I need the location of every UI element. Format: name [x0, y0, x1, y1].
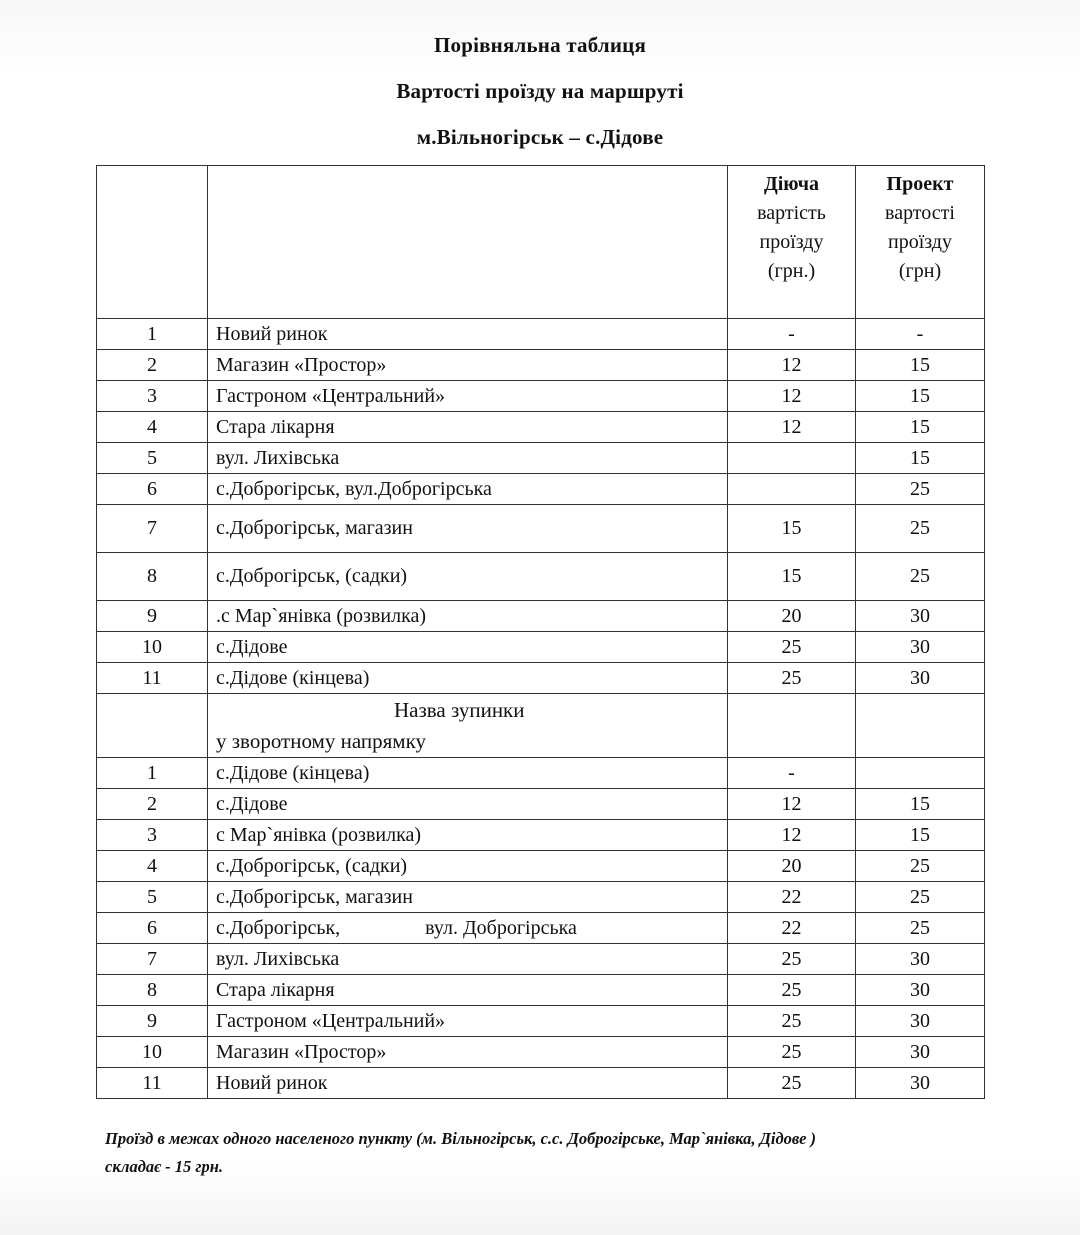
- table-row: [97, 632, 985, 663]
- stop-number-cell: 10: [97, 632, 208, 663]
- table-header-row: [97, 166, 985, 319]
- project-fare-cell: 25: [856, 913, 985, 944]
- stop-number-cell: 7: [97, 944, 208, 975]
- table-row: [97, 975, 985, 1006]
- current-fare-cell: 15: [728, 505, 856, 553]
- stop-name-cell: с.Дідове: [208, 789, 728, 820]
- current-fare-cell: 25: [728, 632, 856, 663]
- stop-number-cell: 5: [97, 443, 208, 474]
- project-fare-cell: [856, 758, 985, 789]
- table-row: [97, 350, 985, 381]
- stop-number-cell: 3: [97, 820, 208, 851]
- current-fare-cell: 22: [728, 913, 856, 944]
- table-row: [97, 882, 985, 913]
- table-row: [97, 789, 985, 820]
- current-fare-cell: 12: [728, 381, 856, 412]
- current-fare-cell: 25: [728, 1006, 856, 1037]
- project-fare-cell: 15: [856, 789, 985, 820]
- project-fare-cell: 25: [856, 505, 985, 553]
- stop-number-cell: 9: [97, 1006, 208, 1037]
- stop-number-cell: 8: [97, 975, 208, 1006]
- current-fare-cell: 12: [728, 412, 856, 443]
- stop-number-cell: 1: [97, 319, 208, 350]
- stop-name-cell: Новий ринок: [208, 319, 728, 350]
- table-row: [97, 474, 985, 505]
- table-row: [97, 319, 985, 350]
- stop-number-cell: 4: [97, 851, 208, 882]
- stop-name-cell: Стара лікарня: [208, 975, 728, 1006]
- stop-name-cell: Магазин «Простор»: [208, 1037, 728, 1068]
- table-row: [97, 851, 985, 882]
- table-row: [97, 820, 985, 851]
- stop-number-cell: 11: [97, 1068, 208, 1099]
- project-fare-cell: 30: [856, 1037, 985, 1068]
- stop-number-cell: 2: [97, 789, 208, 820]
- header-current-line: проїзду: [759, 231, 824, 253]
- stop-name-cell: Гастроном «Центральний»: [208, 381, 728, 412]
- stop-name-cell: с.Доброгірськ, (садки): [208, 851, 728, 882]
- header-project-fare: [856, 166, 985, 319]
- current-fare-cell: [728, 443, 856, 474]
- stop-number-cell: 1: [97, 758, 208, 789]
- project-fare-cell: 30: [856, 663, 985, 694]
- current-fare-cell: 25: [728, 1068, 856, 1099]
- document-title: Порівняльна таблиця: [433, 33, 647, 57]
- stop-number-cell: 4: [97, 412, 208, 443]
- footnote-line: складає - 15 грн.: [105, 1157, 224, 1176]
- stop-number-cell: 9: [97, 601, 208, 632]
- table-row: [97, 505, 985, 553]
- table-row: [97, 601, 985, 632]
- stop-name-cell: Новий ринок: [208, 1068, 728, 1099]
- current-fare-cell: 12: [728, 789, 856, 820]
- project-fare-cell: -: [856, 319, 985, 350]
- section-project-cell: [856, 694, 985, 758]
- table-row: [97, 381, 985, 412]
- table-row: [97, 663, 985, 694]
- current-fare-cell: 20: [728, 601, 856, 632]
- section-current-cell: [728, 694, 856, 758]
- stop-number-cell: 5: [97, 882, 208, 913]
- stop-name-cell: .с Мар`янівка (розвилка): [208, 601, 728, 632]
- table-row: [97, 412, 985, 443]
- current-fare-cell: 25: [728, 663, 856, 694]
- table-row: [97, 944, 985, 975]
- header-project-line: (грн): [898, 260, 942, 282]
- current-fare-cell: 25: [728, 1037, 856, 1068]
- route-name: м.Вільногірськ – с.Дідове: [416, 125, 664, 149]
- project-fare-cell: 30: [856, 1068, 985, 1099]
- current-fare-cell: 25: [728, 975, 856, 1006]
- stop-name-cell: с.Доброгірськ, магазин: [208, 505, 728, 553]
- section-number-cell: [97, 694, 208, 758]
- table-row: [97, 1006, 985, 1037]
- header-current-line: (грн.): [767, 260, 816, 282]
- stop-name-cell: с.Доброгірськ, магазин: [208, 882, 728, 913]
- stop-number-cell: 6: [97, 913, 208, 944]
- fare-comparison-table: [96, 165, 985, 1099]
- project-fare-cell: 30: [856, 1006, 985, 1037]
- stop-name-cell: с.Доброгірськ, вул.Доброгірська: [208, 474, 728, 505]
- header-project-line: проїзду: [888, 231, 952, 253]
- current-fare-cell: 12: [728, 350, 856, 381]
- stop-number-cell: 11: [97, 663, 208, 694]
- header-current-title: Діюча: [763, 173, 820, 195]
- stop-number-cell: 6: [97, 474, 208, 505]
- project-fare-cell: 30: [856, 632, 985, 663]
- current-fare-cell: 12: [728, 820, 856, 851]
- project-fare-cell: 30: [856, 975, 985, 1006]
- document-subtitle: Вартості проїзду на маршруті: [396, 79, 684, 103]
- project-fare-cell: 15: [856, 412, 985, 443]
- project-fare-cell: 15: [856, 820, 985, 851]
- current-fare-cell: -: [728, 319, 856, 350]
- stop-number-cell: 7: [97, 505, 208, 553]
- stop-name-cell: Стара лікарня: [208, 412, 728, 443]
- current-fare-cell: -: [728, 758, 856, 789]
- reverse-direction-header-row: [97, 694, 985, 758]
- project-fare-cell: 25: [856, 553, 985, 601]
- project-fare-cell: 15: [856, 350, 985, 381]
- stop-name-cell: Гастроном «Центральний»: [208, 1006, 728, 1037]
- current-fare-cell: [728, 474, 856, 505]
- stop-name-cell: вул. Лихівська: [208, 944, 728, 975]
- header-current-line: вартість: [757, 202, 826, 224]
- stop-number-cell: 2: [97, 350, 208, 381]
- section-title-cell: [208, 694, 728, 758]
- section-subtitle: у зворотному напрямку: [216, 728, 426, 753]
- project-fare-cell: 15: [856, 443, 985, 474]
- table-row: [97, 913, 985, 944]
- table-row: [97, 758, 985, 789]
- header-project-title: Проект: [886, 173, 954, 195]
- header-project-line: вартості: [885, 202, 955, 224]
- stop-number-cell: 3: [97, 381, 208, 412]
- stop-name-cell: с.Дідове: [208, 632, 728, 663]
- stop-name-cell: с.Дідове (кінцева): [208, 758, 728, 789]
- current-fare-cell: 25: [728, 944, 856, 975]
- section-title: Назва зупинки: [394, 697, 525, 722]
- stop-number-cell: 8: [97, 553, 208, 601]
- project-fare-cell: 25: [856, 474, 985, 505]
- project-fare-cell: 30: [856, 944, 985, 975]
- table-row: [97, 1037, 985, 1068]
- stop-name-cell: с.Дідове (кінцева): [208, 663, 728, 694]
- stop-name-cell: с.Доброгірськ, (садки): [208, 553, 728, 601]
- footnote: [105, 1125, 1005, 1181]
- stop-name-cell: вул. Лихівська: [208, 443, 728, 474]
- stop-name-cell: с.Доброгірськ, вул. Доброгірська: [208, 913, 728, 944]
- stop-name-cell: Магазин «Простор»: [208, 350, 728, 381]
- table-row: [97, 443, 985, 474]
- table-row: [97, 553, 985, 601]
- project-fare-cell: 25: [856, 882, 985, 913]
- header-current-fare: [728, 166, 856, 319]
- current-fare-cell: 15: [728, 553, 856, 601]
- current-fare-cell: 22: [728, 882, 856, 913]
- project-fare-cell: 30: [856, 601, 985, 632]
- stop-name-cell: с Мар`янівка (розвилка): [208, 820, 728, 851]
- project-fare-cell: 15: [856, 381, 985, 412]
- header-name-cell: [208, 166, 728, 319]
- footnote-line: Проїзд в межах одного населеного пункту (м. Вільногірськ, с.с. Доброгірське, Мар`янівка, Дідове ): [105, 1129, 817, 1148]
- current-fare-cell: 20: [728, 851, 856, 882]
- header-number-cell: [97, 166, 208, 319]
- project-fare-cell: 25: [856, 851, 985, 882]
- table-row: [97, 1068, 985, 1099]
- stop-number-cell: 10: [97, 1037, 208, 1068]
